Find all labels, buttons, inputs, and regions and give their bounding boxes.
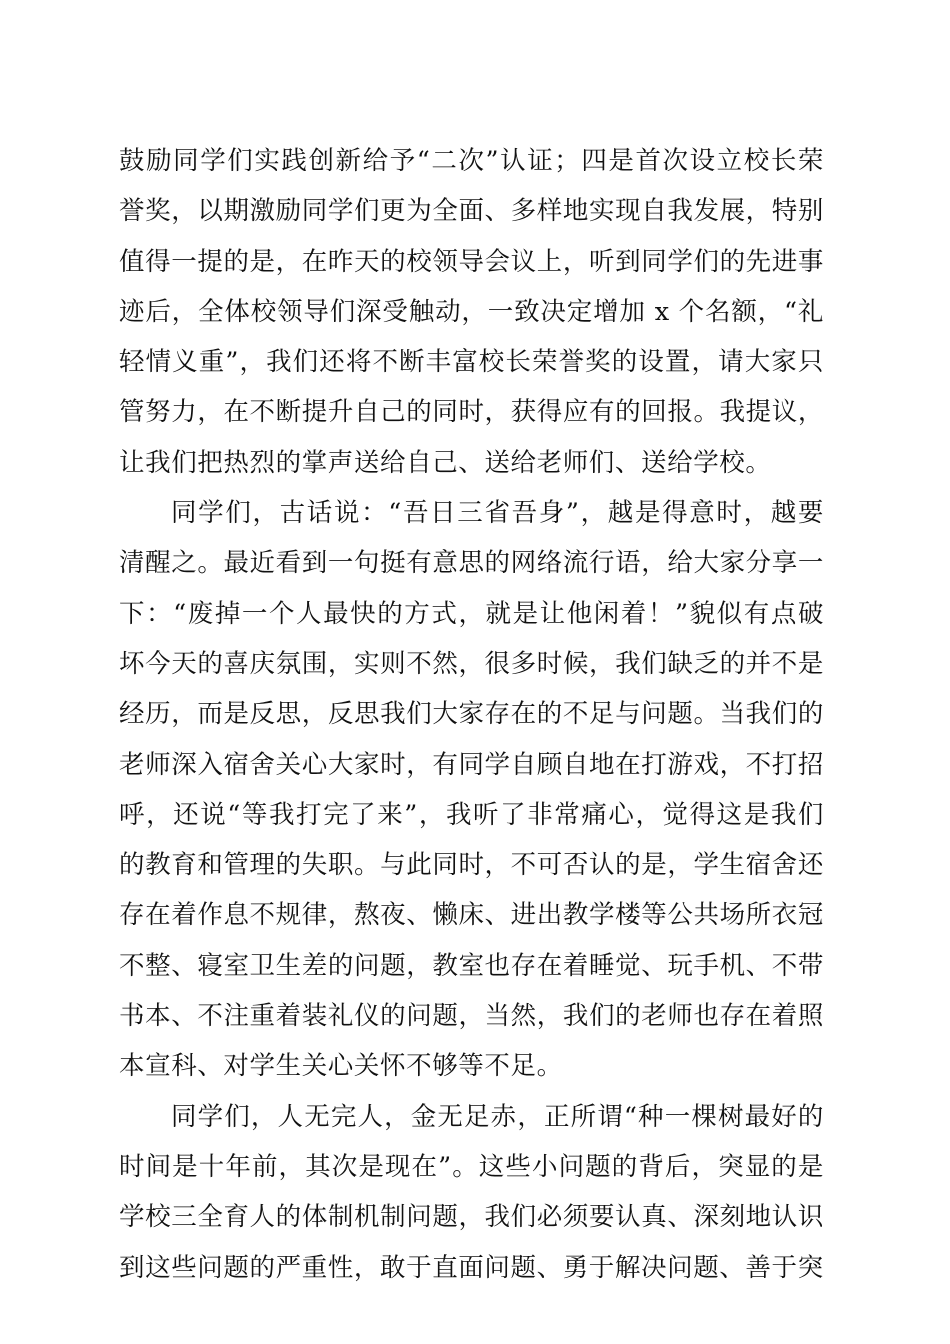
paragraph-continuation: 鼓励同学们实践创新给予“二次”认证；四是首次设立校长荣誉奖，以期激励同学们更为全面、多样地实现自我发展，特别值得一提的是，在昨天的校领导会议上，听到同学们的先进事迹后，全体校领导们深受触动，一致决定增加 x 个名额，“礼轻情义重”，我们还将不断丰富校长荣誉奖的设置，请大家只管努力，在不断提升自己的同时，获得应有的回报。我提议，让我们把热烈的掌声送给自己、送给老师们、送给学校。 — [119, 146, 824, 478]
paragraph-improvement: 同学们，人无完人，金无足赤，正所谓“种一棵树最好的时间是十年前，其次是现在”。这些小问题的背后，突显的是学校三全育人的体制机制问题，我们必须要认真、深刻地认识到这些问题的严重性，敢于直面问题、勇于解决问题、善于突 — [119, 1101, 824, 1283]
document-body — [119, 136, 824, 1293]
paragraph-reflection: 同学们，古话说：“吾日三省吾身”，越是得意时，越要清醒之。最近看到一句挺有意思的网络流行语，给大家分享一下：“废掉一个人最快的方式，就是让他闲着！”貌似有点破坏今天的喜庆氛围，实则不然，很多时候，我们缺乏的并不是经历，而是反思，反思我们大家存在的不足与问题。当我们的老师深入宿舍关心大家时，有同学自顾自地在打游戏，不打招呼，还说“等我打完了来”，我听了非常痛心，觉得这是我们的教育和管理的失职。与此同时，不可否认的是，学生宿舍还存在着作息不规律，熬夜、懒床、进出教学楼等公共场所衣冠不整、寝室卫生差的问题，教室也存在着睡觉、玩手机、不带书本、不注重着装礼仪的问题，当然，我们的老师也存在着照本宣科、对学生关心关怀不够等不足。 — [119, 498, 824, 1082]
